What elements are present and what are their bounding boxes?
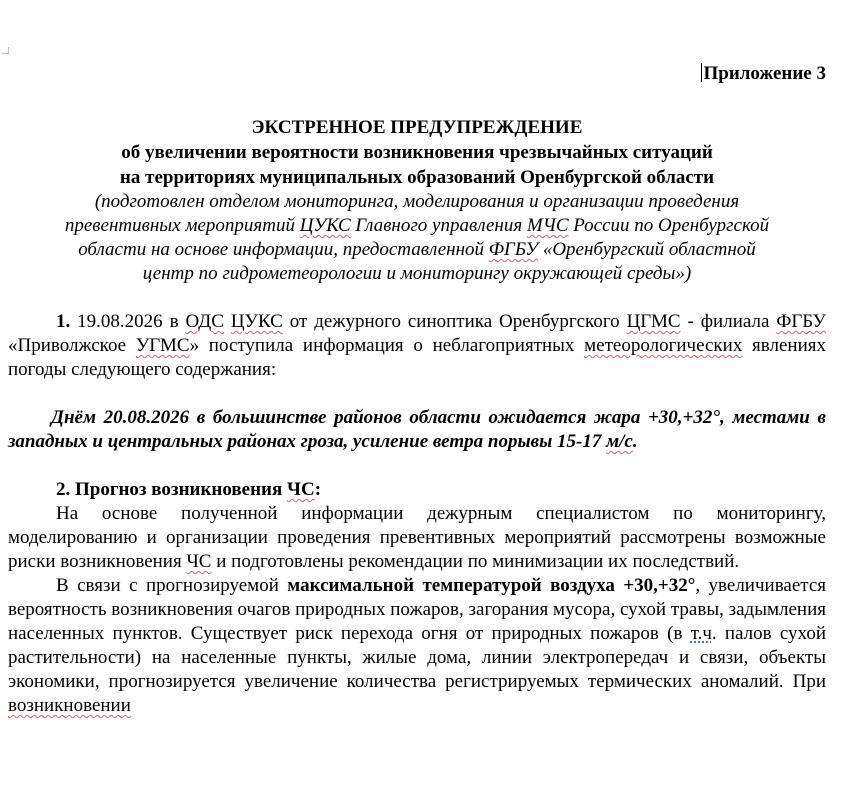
- spell-flag: ЧС: [186, 551, 212, 572]
- appendix-label: Приложение 3: [703, 63, 826, 84]
- spell-flag: возникновении: [8, 695, 131, 716]
- warning-title: [8, 115, 826, 190]
- document-body[interactable]: [8, 62, 826, 718]
- spell-flag: ЦГМС: [626, 311, 681, 332]
- subtitle-line-1: (подготовлен отделом мониторинга, моделирования и организации проведения: [94, 191, 740, 212]
- section-2-paragraph-2: В связи с прогнозируемой максимальной температурой воздуха +30,+32°, увеличивается вероятность возникновения очагов природных пожаров, загорания мусора, сухой травы, задымления населенных пунктов. Существует риск перехода огня от природных пожаров (в т.ч. палов сухой растительности) на населенные пункты, жилые дома, линии электропередач и связи, объекты экономики, прогнозируется увеличение количества регистрируемых термических аномалий. При возникновении: [8, 575, 826, 716]
- margin-corner-mark: [2, 47, 9, 54]
- spell-flag: ЦУКС: [230, 311, 283, 332]
- spacer: [8, 382, 826, 406]
- title-line-3: на территориях муниципальных образований Оренбургской области: [119, 167, 715, 188]
- subtitle-line-4: центр по гидрометеорологии и мониторингу окружающей среды»): [142, 263, 692, 284]
- forecast-paragraph: Днём 20.08.2026 в большинстве районов области ожидается жара +30,+32°, местами в западных и центральных районах гроза, усиление ветра порывы 15-17 м/с.: [8, 407, 826, 452]
- title-line-1: ЭКСТРЕННОЕ ПРЕДУПРЕЖДЕНИЕ: [251, 117, 583, 138]
- grammar-flag: т.ч: [690, 623, 712, 644]
- spacer: [8, 286, 826, 310]
- spell-flag: ФГБУ: [488, 239, 539, 260]
- spell-flag: метеорологических: [584, 335, 743, 356]
- spell-flag: м/с: [606, 431, 633, 452]
- section-2-heading: 2. Прогноз возникновения ЧС:: [56, 479, 322, 500]
- section-1-number: 1.: [56, 311, 71, 332]
- spell-flag: ОДС: [185, 311, 224, 332]
- warning-subtitle: [8, 190, 826, 286]
- spell-flag: ФГБУ: [776, 311, 827, 332]
- title-line-2: об увеличении вероятности возникновения чрезвычайных ситуаций: [121, 142, 713, 163]
- subtitle-line-2: превентивных мероприятий ЦУКС Главного управления МЧС России по Оренбургской: [64, 215, 770, 236]
- spell-flag: МЧС: [526, 215, 569, 236]
- section-2-paragraph-1: На основе полученной информации дежурным специалистом по мониторингу, моделированию и организации проведения превентивных мероприятий рассмотрены возможные риски возникновения ЧС и подготовлены рекомендации по минимизации их последствий.: [8, 503, 826, 572]
- spell-flag: УГМС: [135, 335, 190, 356]
- subtitle-line-3: области на основе информации, предоставленной ФГБУ «Оренбургский областной: [78, 239, 756, 260]
- max-temperature-emphasis: максимальной температурой воздуха +30,+32°: [287, 575, 696, 596]
- section-1-paragraph: 1. 19.08.2026 в ОДС ЦУКС от дежурного синоптика Оренбургского ЦГМС - филиала ФГБУ «Приволжское УГМС» поступила информация о неблагоприятных метеорологических явлениях погоды следующего содержания:: [8, 311, 827, 380]
- spell-flag: ЧС: [287, 479, 315, 500]
- spell-flag: ЦУКС: [299, 215, 351, 236]
- spacer: [8, 454, 826, 478]
